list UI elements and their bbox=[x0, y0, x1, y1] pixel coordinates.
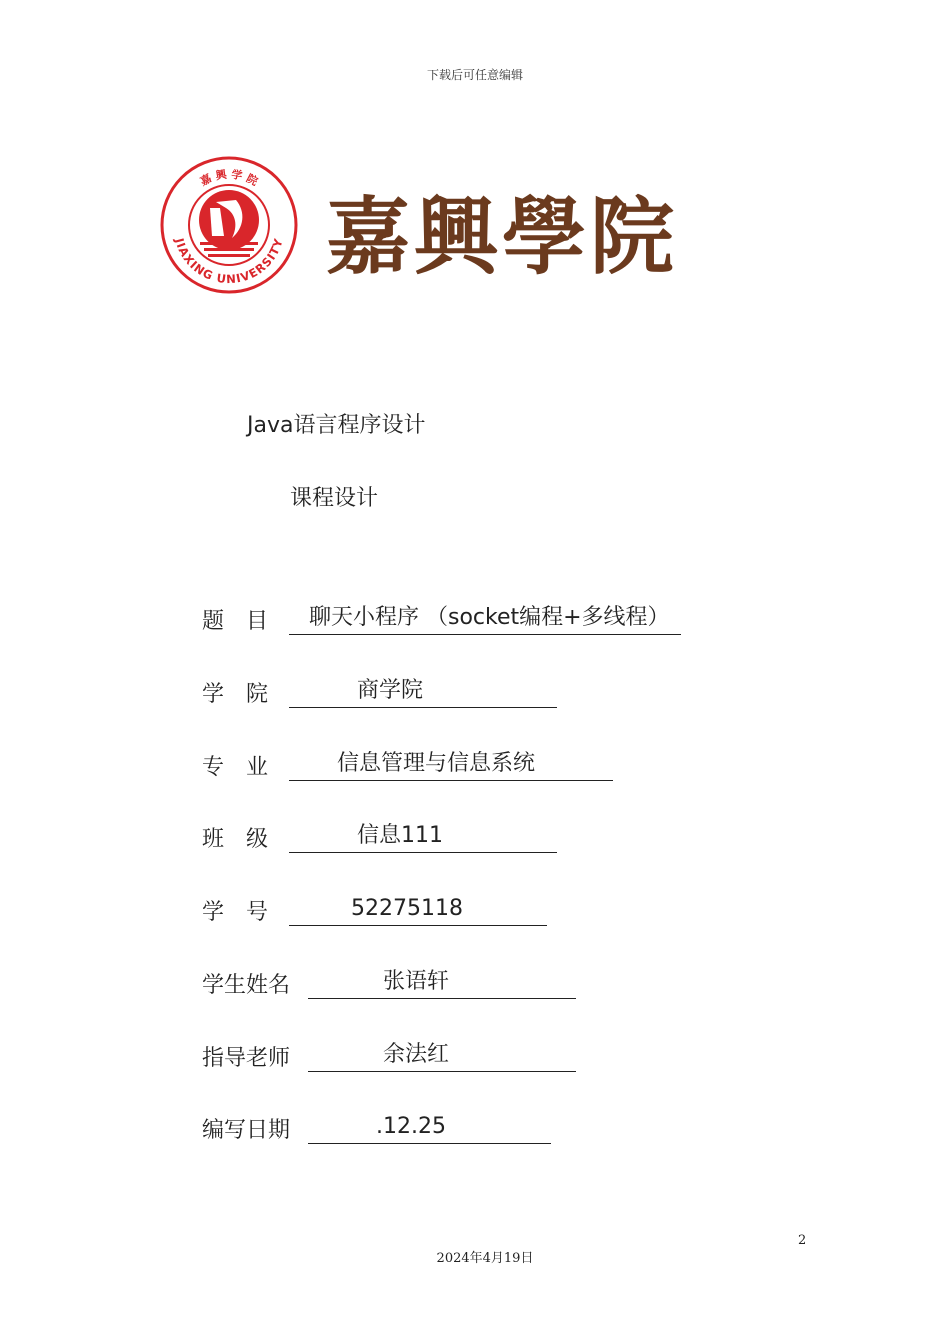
field-value-underline bbox=[308, 1113, 551, 1144]
field-value-underline bbox=[289, 822, 557, 853]
field-label: 学 号 bbox=[202, 900, 269, 925]
university-seal-logo bbox=[160, 156, 298, 294]
field-value: 商学院 bbox=[357, 678, 424, 703]
field-value: 52275118 bbox=[351, 896, 463, 921]
field-value-underline bbox=[308, 968, 576, 999]
header-note: 下载后可任意编辑 bbox=[426, 68, 523, 82]
university-calligraphy-logo bbox=[322, 166, 682, 294]
field-label: 编写日期 bbox=[202, 1118, 291, 1143]
field-value: .12.25 bbox=[376, 1114, 446, 1139]
seal-text-top: 嘉 興 学 院 bbox=[198, 167, 260, 189]
field-label: 学 院 bbox=[202, 682, 269, 707]
field-value-underline bbox=[289, 604, 681, 635]
course-subtitle: 课程设计 bbox=[290, 486, 379, 511]
field-value: 余法红 bbox=[383, 1042, 450, 1067]
page-number: 2 bbox=[798, 1233, 807, 1248]
footer-date: 2024年4月19日 bbox=[436, 1251, 534, 1266]
field-label: 专 业 bbox=[202, 755, 269, 780]
field-value: 聊天小程序 （socket编程+多线程） bbox=[309, 605, 670, 630]
field-label: 指导老师 bbox=[202, 1046, 291, 1071]
field-value-underline bbox=[289, 677, 557, 708]
field-value-underline bbox=[289, 895, 547, 926]
field-value-underline bbox=[289, 750, 613, 781]
field-value: 张语轩 bbox=[383, 969, 450, 994]
field-value: 信息111 bbox=[357, 823, 443, 848]
svg-text:嘉興學院: 嘉興學院 bbox=[325, 187, 679, 286]
field-label: 题 目 bbox=[202, 609, 269, 634]
course-title: Java语言程序设计 bbox=[247, 413, 426, 438]
seal-text-bottom: JIAXING UNIVERSITY bbox=[172, 236, 286, 287]
field-value-underline bbox=[308, 1041, 576, 1072]
field-label: 班 级 bbox=[202, 827, 269, 852]
field-value: 信息管理与信息系统 bbox=[337, 751, 536, 776]
field-label: 学生姓名 bbox=[202, 973, 291, 998]
